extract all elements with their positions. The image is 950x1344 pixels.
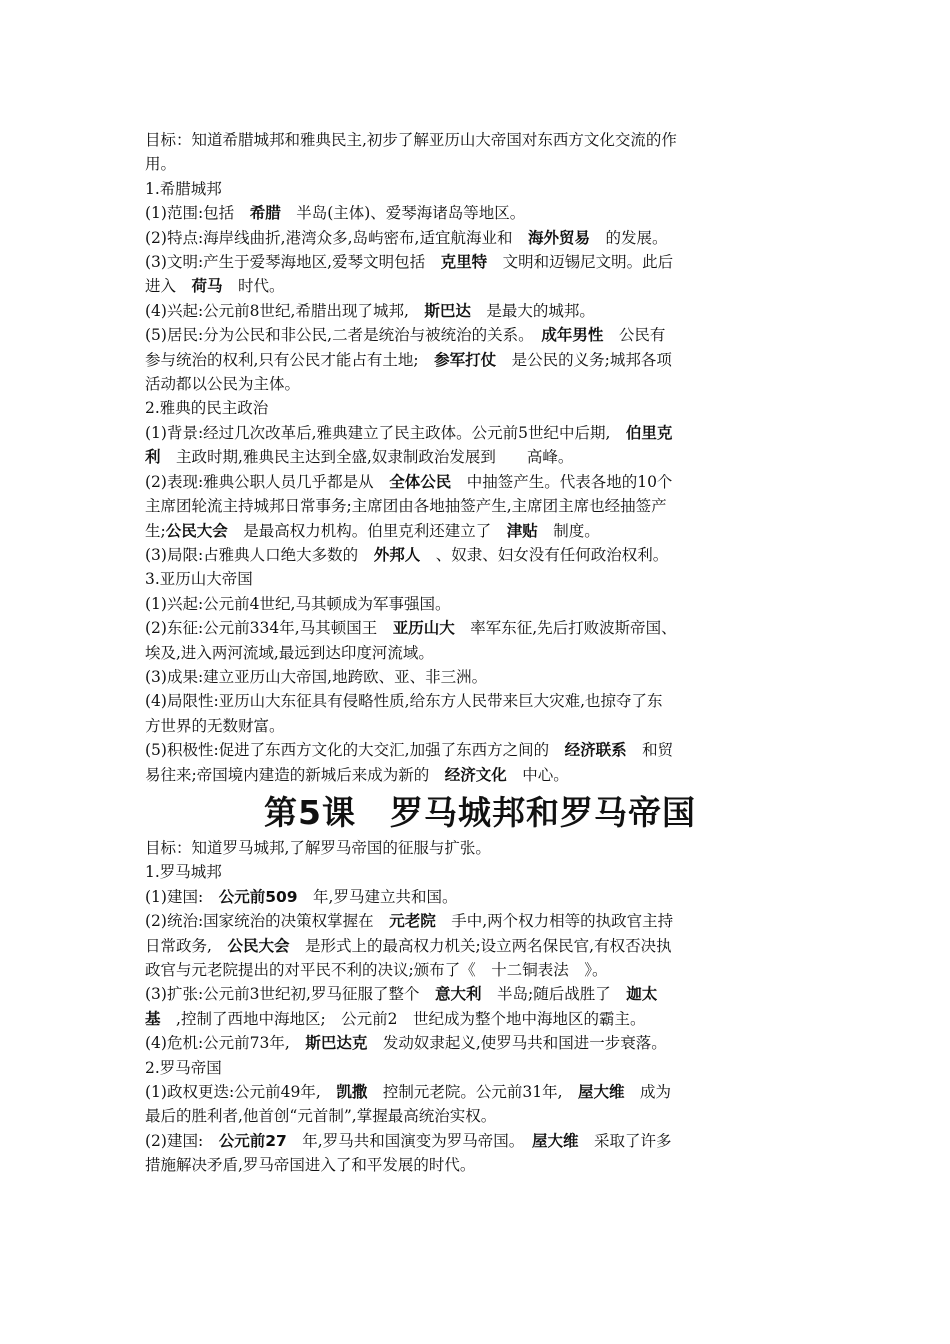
text-run: 1.希腊城邦 bbox=[145, 179, 222, 198]
text-run: 目标：知道希腊城邦和雅典民主,初步了解亚历山大帝国对东西方文化交流的作 bbox=[145, 131, 677, 149]
section-rome bbox=[145, 836, 815, 1178]
text-run: 主政时期,雅典民主达到全盛,奴隶制政治发展到 高峰。 bbox=[160, 448, 574, 467]
text-run: (1)范围:包括 bbox=[145, 204, 250, 223]
text-run: (3)扩张:公元前3世纪初,罗马征服了整个 bbox=[145, 985, 435, 1004]
greece-line bbox=[145, 445, 815, 469]
text-run: 1.罗马城邦 bbox=[145, 863, 222, 882]
answer-keyword: 公元前27 bbox=[218, 1131, 287, 1150]
answer-keyword: 参军打仗 bbox=[434, 350, 497, 369]
text-run: (3)文明:产生于爱琴海地区,爱琴文明包括 bbox=[145, 253, 441, 272]
text-run: (4)危机:公元前73年, bbox=[145, 1034, 306, 1053]
greece-line bbox=[145, 274, 815, 298]
rome-line bbox=[145, 860, 815, 884]
text-run: 参与统治的权利,只有公民才能占有土地; bbox=[145, 350, 435, 369]
greece-line bbox=[145, 152, 815, 176]
text-run: 方世界的无数财富。 bbox=[145, 716, 285, 735]
text-run: (2)建国: bbox=[145, 1131, 219, 1150]
text-run: (5)居民:分为公民和非公民,二者是统治与被统治的关系。 bbox=[145, 326, 542, 345]
answer-keyword: 外邦人 bbox=[373, 545, 421, 564]
answer-keyword: 屋大维 bbox=[531, 1131, 579, 1150]
answer-keyword: 津贴 bbox=[506, 521, 538, 540]
text-run: 时代。 bbox=[222, 277, 285, 296]
answer-keyword: 克里特 bbox=[440, 253, 488, 272]
text-run: 2.罗马帝国 bbox=[145, 1058, 222, 1077]
answer-keyword: 成年男性 bbox=[541, 326, 604, 345]
text-run: 手中,两个权力相等的执政官主持 bbox=[435, 912, 674, 931]
rome-line bbox=[145, 909, 815, 933]
text-run: 发动奴隶起义,使罗马共和国进一步衰落。 bbox=[367, 1034, 667, 1053]
text-run: 日常政务, bbox=[145, 936, 228, 955]
text-run: 主席团轮流主持城邦日常事务;主席团由各地抽签产生,主席团主席也经抽签产 bbox=[145, 497, 667, 516]
rome-line bbox=[145, 1007, 815, 1031]
text-run: (2)特点:海岸线曲折,港湾众多,岛屿密布,适宜航海业和 bbox=[145, 228, 528, 247]
greece-line bbox=[145, 592, 815, 616]
answer-keyword: 公元前509 bbox=[218, 887, 298, 906]
text-run: 3.亚历山大帝国 bbox=[145, 570, 253, 589]
text-run: (3)成果:建立亚历山大帝国,地跨欧、亚、非三洲。 bbox=[145, 667, 488, 686]
text-run: 制度。 bbox=[537, 521, 600, 540]
answer-keyword: 伯里克 bbox=[625, 423, 673, 442]
text-run: 半岛;随后战胜了 bbox=[481, 985, 627, 1004]
text-run: (4)兴起:公元前8世纪,希腊出现了城邦, bbox=[145, 301, 425, 320]
text-run: 活动都以公民为主体。 bbox=[145, 375, 301, 394]
greece-line bbox=[145, 519, 815, 543]
section-greece bbox=[145, 128, 815, 787]
greece-line bbox=[145, 299, 815, 323]
answer-keyword: 迦太 bbox=[626, 985, 658, 1004]
text-run: 控制元老院。公元前31年, bbox=[367, 1083, 579, 1102]
text-run: (1)兴起:公元前4世纪,马其顿成为军事强国。 bbox=[145, 594, 451, 613]
answer-keyword: 经济文化 bbox=[444, 765, 507, 784]
greece-line bbox=[145, 641, 815, 665]
answer-keyword: 斯巴达 bbox=[424, 301, 471, 320]
greece-line bbox=[145, 250, 815, 274]
text-run: 、奴隶、妇女没有任何政治权利。 bbox=[420, 545, 669, 564]
answer-keyword: 荷马 bbox=[191, 277, 223, 296]
text-run: (1)建国: bbox=[145, 887, 219, 906]
lesson-5-title: 第5课 罗马城邦和罗马帝国 bbox=[264, 792, 696, 832]
rome-line bbox=[145, 1153, 815, 1177]
text-run: 目标：知道罗马城邦,了解罗马帝国的征服与扩张。 bbox=[145, 838, 491, 857]
text-run: 是最高权力机构。伯里克利还建立了 bbox=[227, 521, 507, 540]
rome-line bbox=[145, 1031, 815, 1055]
rome-line bbox=[145, 836, 815, 860]
text-run: 年,罗马建立共和国。 bbox=[297, 887, 458, 906]
answer-keyword: 凯撒 bbox=[336, 1083, 368, 1102]
rome-line bbox=[145, 1056, 815, 1080]
answer-keyword: 公民大会 bbox=[165, 521, 228, 540]
text-run: 生; bbox=[145, 521, 166, 540]
answer-keyword: 希腊 bbox=[249, 204, 281, 223]
answer-keyword: 意大利 bbox=[434, 985, 482, 1004]
text-run: 年,罗马共和国演变为罗马帝国。 bbox=[286, 1131, 532, 1150]
greece-line bbox=[145, 494, 815, 518]
greece-line bbox=[145, 128, 815, 152]
text-run: 进入 bbox=[145, 277, 192, 296]
answer-keyword: 屋大维 bbox=[578, 1083, 625, 1102]
greece-line bbox=[145, 421, 815, 445]
text-run: 2.雅典的民主政治 bbox=[145, 399, 269, 418]
text-run: (2)东征:公元前334年,马其顿国王 bbox=[145, 619, 393, 638]
text-run: 文明和迈锡尼文明。此后 bbox=[487, 253, 674, 272]
answer-keyword: 全体公民 bbox=[389, 472, 452, 491]
text-run: 半岛(主体)、爱琴海诸岛等地区。 bbox=[280, 204, 526, 223]
text-run: 是最大的城邦。 bbox=[470, 301, 595, 320]
text-run: 公民有 bbox=[603, 326, 666, 345]
greece-line bbox=[145, 567, 815, 591]
rome-line bbox=[145, 982, 815, 1006]
greece-line bbox=[145, 177, 815, 201]
text-run: 埃及,进入两河流域,最远到达印度河流域。 bbox=[145, 643, 434, 662]
greece-line bbox=[145, 396, 815, 420]
text-run: (3)局限:占雅典人口绝大多数的 bbox=[145, 545, 374, 564]
text-run: (2)统治:国家统治的决策权掌握在 bbox=[145, 912, 390, 931]
answer-keyword: 斯巴达克 bbox=[305, 1034, 368, 1053]
rome-line bbox=[145, 934, 815, 958]
rome-line bbox=[145, 1104, 815, 1128]
greece-line bbox=[145, 470, 815, 494]
answer-keyword: 海外贸易 bbox=[527, 228, 590, 247]
greece-line bbox=[145, 763, 815, 787]
text-run: 措施解决矛盾,罗马帝国进入了和平发展的时代。 bbox=[145, 1156, 476, 1175]
text-run: 是公民的义务;城邦各项 bbox=[496, 350, 672, 369]
text-run: (1)政权更迭:公元前49年, bbox=[145, 1083, 337, 1102]
text-run: 率军东征,先后打败波斯帝国、 bbox=[454, 619, 677, 638]
greece-line bbox=[145, 201, 815, 225]
rome-line bbox=[145, 1080, 815, 1104]
answer-keyword: 基 bbox=[145, 1009, 161, 1028]
answer-keyword: 利 bbox=[145, 448, 161, 467]
answer-keyword: 公民大会 bbox=[227, 936, 290, 955]
text-run: 的发展。 bbox=[589, 228, 668, 247]
greece-line bbox=[145, 323, 815, 347]
text-run: 采取了许多 bbox=[578, 1131, 672, 1150]
rome-line bbox=[145, 958, 815, 982]
text-run: 成为 bbox=[624, 1083, 672, 1102]
text-run: 是形式上的最高权力机关;设立两名保民官,有权否决执 bbox=[289, 936, 672, 955]
answer-keyword: 元老院 bbox=[389, 912, 436, 931]
text-run: (2)表现:雅典公职人员几乎都是从 bbox=[145, 472, 390, 491]
text-run: 易往来;帝国境内建造的新城后来成为新的 bbox=[145, 765, 445, 784]
document-page bbox=[145, 128, 815, 1178]
answer-keyword: 经济联系 bbox=[564, 741, 627, 760]
answer-keyword: 亚历山大 bbox=[392, 619, 455, 638]
rome-line bbox=[145, 1129, 815, 1153]
greece-line bbox=[145, 665, 815, 689]
greece-line bbox=[145, 543, 815, 567]
text-run: 最后的胜利者,他首创“元首制”,掌握最高统治实权。 bbox=[145, 1107, 497, 1126]
text-run: (1)背景:经过几次改革后,雅典建立了民主政体。公元前5世纪中后期, bbox=[145, 423, 626, 442]
greece-line bbox=[145, 616, 815, 640]
text-run: 中抽签产生。代表各地的10个 bbox=[451, 472, 673, 491]
text-run: ,控制了西地中海地区; 公元前2 世纪成为整个地中海地区的霸主。 bbox=[160, 1009, 646, 1028]
rome-line bbox=[145, 885, 815, 909]
greece-line bbox=[145, 372, 815, 396]
text-run: (4)局限性:亚历山大东征具有侵略性质,给东方人民带来巨大灾难,也掠夺了东 bbox=[145, 692, 663, 711]
greece-line bbox=[145, 738, 815, 762]
text-run: 政官与元老院提出的对平民不利的决议;颁布了《 十二铜表法 》。 bbox=[145, 961, 608, 979]
text-run: 用。 bbox=[145, 155, 177, 174]
greece-line bbox=[145, 689, 815, 713]
text-run: 和贸 bbox=[626, 741, 674, 760]
text-run: 中心。 bbox=[506, 765, 569, 784]
greece-line bbox=[145, 226, 815, 250]
text-run: (5)积极性:促进了东西方文化的大交汇,加强了东西方之间的 bbox=[145, 741, 565, 760]
greece-line bbox=[145, 714, 815, 738]
greece-line bbox=[145, 348, 815, 372]
